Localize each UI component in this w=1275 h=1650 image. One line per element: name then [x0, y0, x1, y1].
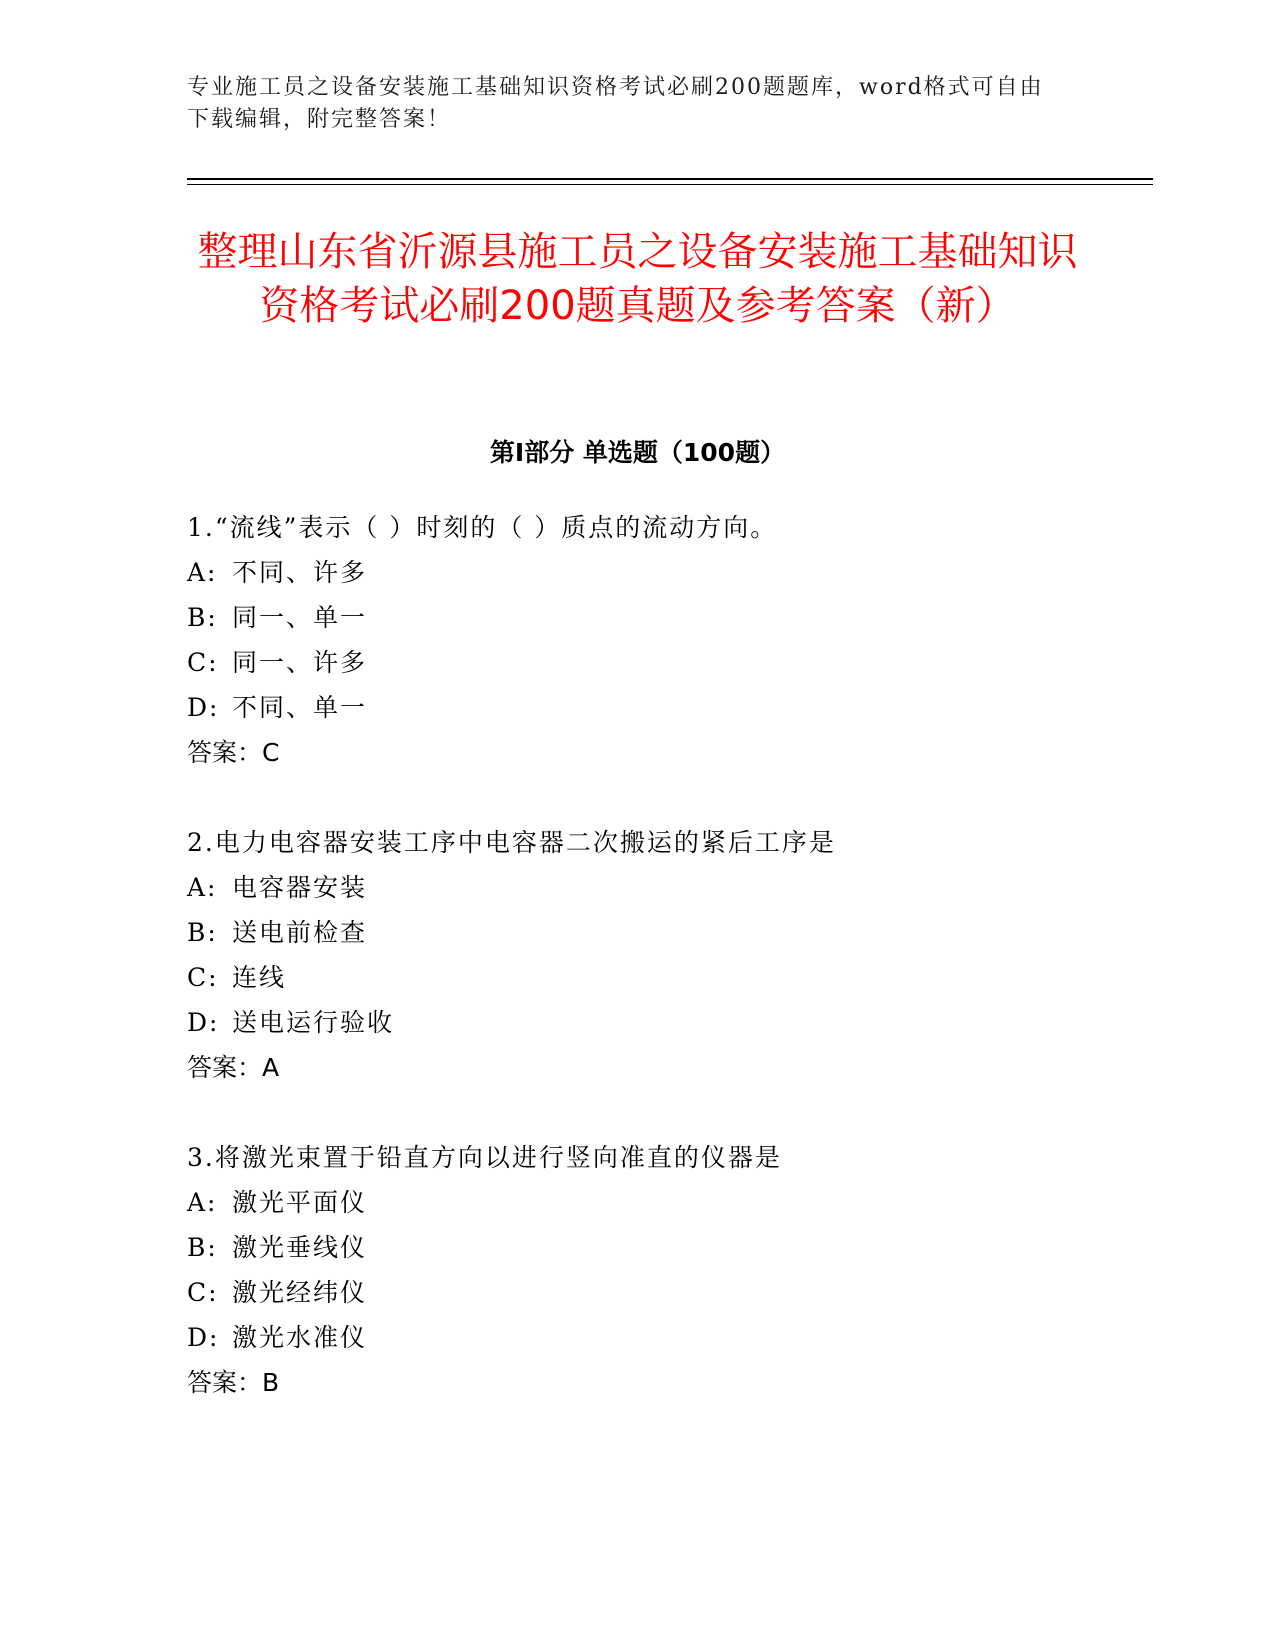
option-letter: D:: [187, 1008, 220, 1037]
answer-line: 答案：B: [187, 1368, 280, 1397]
question-1: [187, 505, 1147, 775]
option-c: [187, 1270, 1147, 1315]
option-letter: D:: [187, 693, 220, 722]
option-text: 激光水准仪: [232, 1323, 368, 1352]
option-letter: D:: [187, 1323, 220, 1352]
option-letter: A:: [187, 1188, 218, 1217]
option-c: [187, 640, 1147, 685]
option-text: 不同、许多: [232, 558, 368, 587]
question-3: [187, 1135, 1147, 1405]
option-letter: A:: [187, 558, 218, 587]
option-letter: B:: [187, 1233, 218, 1262]
option-text: 激光经纬仪: [232, 1278, 368, 1307]
option-text: 激光垂线仪: [232, 1233, 368, 1262]
option-a: [187, 1180, 1147, 1225]
question-stem: 1.“流线”表示（ ）时刻的（ ）质点的流动方向。: [187, 513, 778, 542]
option-text: 送电运行验收: [232, 1008, 395, 1037]
option-letter: C:: [187, 648, 219, 677]
option-b: [187, 910, 1147, 955]
option-letter: B:: [187, 918, 218, 947]
option-letter: A:: [187, 873, 218, 902]
option-letter: C:: [187, 963, 219, 992]
question-stem: 2.电力电容器安装工序中电容器二次搬运的紧后工序是: [187, 828, 836, 857]
header-divider-thin: [187, 184, 1153, 185]
option-text: 激光平面仪: [232, 1188, 368, 1217]
option-text: 同一、单一: [232, 603, 368, 632]
answer-line: 答案：C: [187, 738, 280, 767]
question-stem: 3.将激光束置于铅直方向以进行竖向准直的仪器是: [187, 1143, 782, 1172]
option-text: 同一、许多: [232, 648, 368, 677]
option-b: [187, 1225, 1147, 1270]
answer-line: 答案：A: [187, 1053, 280, 1082]
section-title: 第Ⅰ部分 单选题（100题）: [489, 438, 786, 467]
option-text: 连线: [232, 963, 287, 992]
header-note: 专业施工员之设备安装施工基础知识资格考试必刷200题题库，word格式可自由下载编辑，附完整答案！: [187, 75, 1044, 132]
option-a: [187, 865, 1147, 910]
option-text: 电容器安装: [232, 873, 368, 902]
option-d: [187, 1000, 1147, 1045]
option-text: 送电前检查: [232, 918, 368, 947]
option-d: [187, 1315, 1147, 1360]
option-letter: B:: [187, 603, 218, 632]
document-title: 整理山东省沂源县施工员之设备安装施工基础知识资格考试必刷200题真题及参考答案（新）: [197, 229, 1078, 329]
option-c: [187, 955, 1147, 1000]
option-text: 不同、单一: [232, 693, 368, 722]
option-letter: C:: [187, 1278, 219, 1307]
option-d: [187, 685, 1147, 730]
option-a: [187, 550, 1147, 595]
header-divider-thick: [187, 178, 1153, 180]
question-2: [187, 820, 1147, 1090]
option-b: [187, 595, 1147, 640]
